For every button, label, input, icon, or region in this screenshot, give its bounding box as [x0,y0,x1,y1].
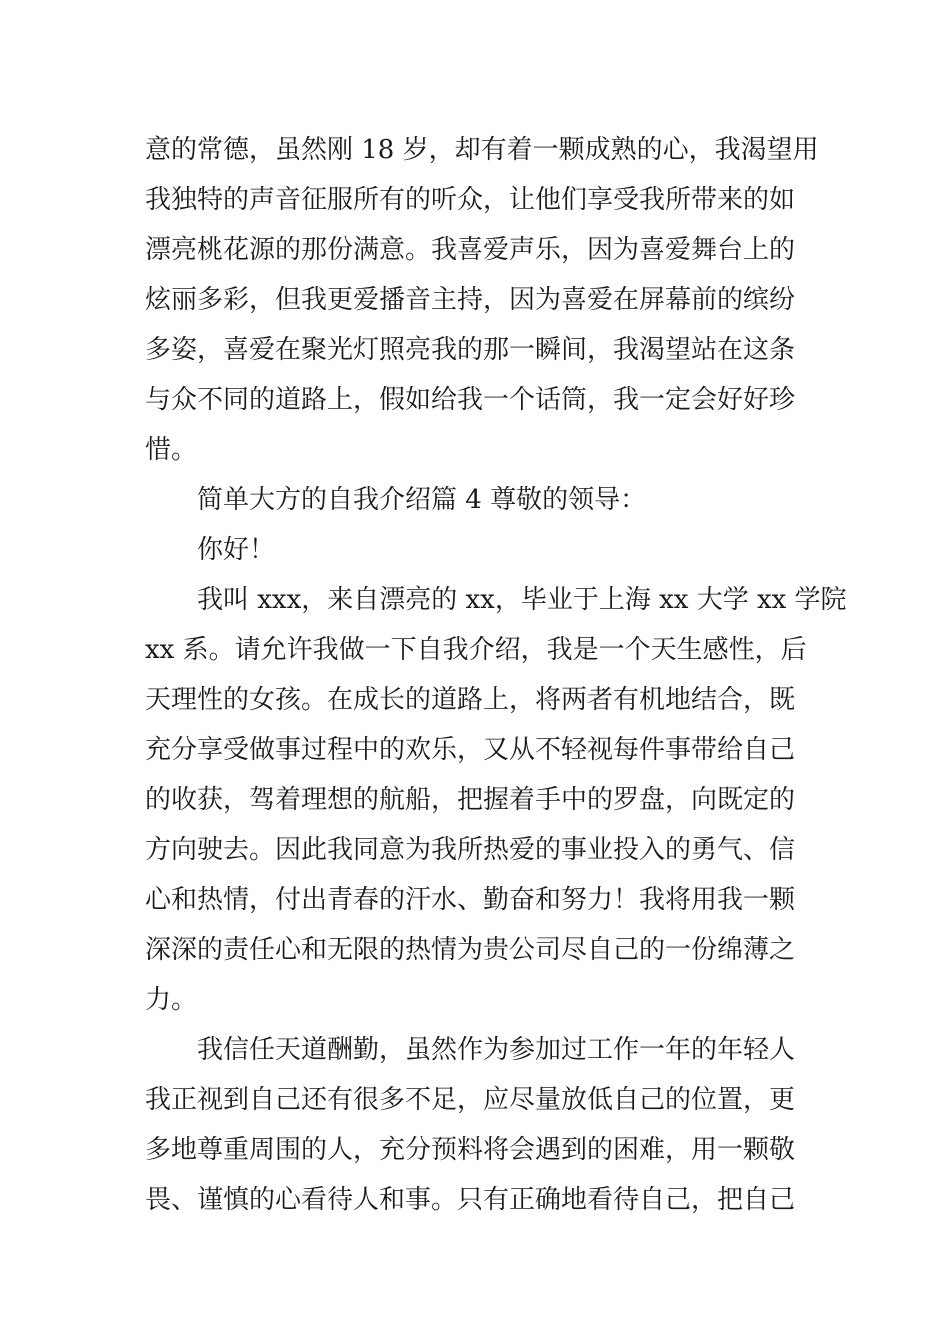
text-line: 多地尊重周围的人，充分预料将会遇到的困难，用一颗敬 [145,1135,796,1165]
text-line: xx 系。请允许我做一下自我介绍，我是一个天生感性，后 [145,635,807,665]
text-line: 漂亮桃花源的那份满意。我喜爱声乐，因为喜爱舞台上的 [145,235,796,265]
text-line: 充分享受做事过程中的欢乐，又从不轻视每件事带给自己 [145,735,796,765]
text-line: 畏、谨慎的心看待人和事。只有正确地看待自己，把自己 [145,1185,796,1215]
section-heading: 简单大方的自我介绍篇 4 尊敬的领导： [197,485,647,515]
greeting-line: 你好！ [197,535,276,565]
text-line: 我信任天道酬勤，虽然作为参加过工作一年的年轻人 [197,1035,796,1065]
text-line: 我独特的声音征服所有的听众，让他们享受我所带来的如 [145,185,796,215]
text-line: 与众不同的道路上，假如给我一个话筒，我一定会好好珍 [145,385,796,415]
text-line: 意的常德，虽然刚 18 岁，却有着一颗成熟的心，我渴望用 [145,135,819,165]
text-line: 天理性的女孩。在成长的道路上，将两者有机地结合，既 [145,685,796,715]
text-line: 深深的责任心和无限的热情为贵公司尽自己的一份绵薄之 [145,935,796,965]
text-line: 多姿，喜爱在聚光灯照亮我的那一瞬间，我渴望站在这条 [145,335,796,365]
text-line: 炫丽多彩，但我更爱播音主持，因为喜爱在屏幕前的缤纷 [145,285,796,315]
text-line: 方向驶去。因此我同意为我所热爱的事业投入的勇气、信 [145,835,796,865]
text-line: 惜。 [145,435,198,465]
text-line: 心和热情，付出青春的汗水、勤奋和努力！我将用我一颗 [145,885,796,915]
text-line: 力。 [145,985,198,1015]
text-line: 我正视到自己还有很多不足，应尽量放低自己的位置，更 [145,1085,796,1115]
text-line: 的收获，驾着理想的航船，把握着手中的罗盘，向既定的 [145,785,796,815]
text-line: 我叫 xxx，来自漂亮的 xx，毕业于上海 xx 大学 xx 学院 [197,585,847,615]
